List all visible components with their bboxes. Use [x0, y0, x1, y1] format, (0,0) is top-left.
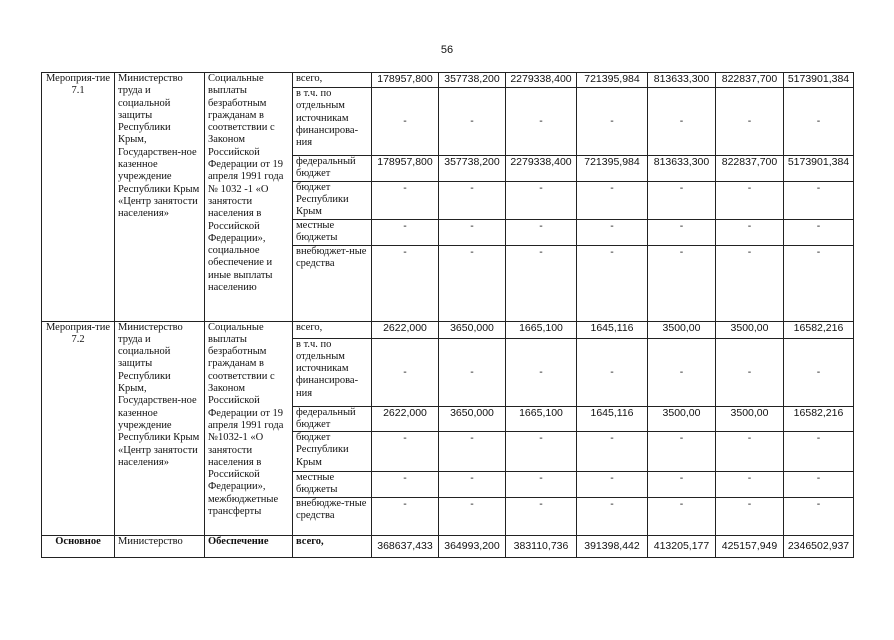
- value-cell: -: [439, 245, 506, 321]
- value-cell: 5173901,384: [784, 73, 854, 88]
- event-cell: Мероприя-тие 7.2: [42, 321, 115, 535]
- funding-source-cell: федеральный бюджет: [293, 156, 372, 182]
- value-cell: -: [716, 432, 784, 472]
- value-cell: 721395,984: [577, 73, 648, 88]
- funding-source-cell: бюджет Республики Крым: [293, 181, 372, 219]
- value-cell: -: [372, 219, 439, 245]
- value-cell: -: [577, 432, 648, 472]
- page-number: 56: [440, 44, 454, 56]
- value-cell: 1645,116: [577, 321, 648, 338]
- value-cell: -: [506, 219, 577, 245]
- value-cell: -: [577, 88, 648, 156]
- value-cell: -: [577, 472, 648, 498]
- funding-source-cell: внебюдже-тные средства: [293, 497, 372, 535]
- value-cell: -: [716, 219, 784, 245]
- value-cell: 1645,116: [577, 406, 648, 432]
- table-row: [42, 535, 854, 557]
- value-cell: 2622,000: [372, 406, 439, 432]
- value-cell: 2279338,400: [506, 156, 577, 182]
- funding-source-cell: местные бюджеты: [293, 472, 372, 498]
- value-cell: 357738,200: [439, 73, 506, 88]
- value-cell: -: [372, 181, 439, 219]
- event-cell: Основное: [42, 535, 115, 557]
- value-cell: -: [577, 245, 648, 321]
- executor-cell: Министерство: [115, 535, 205, 557]
- value-cell: -: [506, 472, 577, 498]
- value-cell: -: [439, 181, 506, 219]
- budget-table: [41, 72, 854, 558]
- value-cell: 364993,200: [439, 535, 506, 557]
- value-cell: -: [648, 472, 716, 498]
- value-cell: 5173901,384: [784, 156, 854, 182]
- value-cell: -: [648, 181, 716, 219]
- value-cell: -: [716, 497, 784, 535]
- value-cell: -: [372, 472, 439, 498]
- value-cell: 3500,00: [648, 321, 716, 338]
- value-cell: -: [439, 432, 506, 472]
- value-cell: -: [506, 88, 577, 156]
- value-cell: 368637,433: [372, 535, 439, 557]
- value-cell: -: [577, 497, 648, 535]
- value-cell: -: [439, 497, 506, 535]
- value-cell: -: [784, 219, 854, 245]
- value-cell: -: [506, 432, 577, 472]
- value-cell: -: [716, 338, 784, 406]
- value-cell: 16582,216: [784, 321, 854, 338]
- executor-cell: Министерство труда и социальной защиты Республики Крым, Государствен-ное казенное учреждение Республики Крым «Центр занятости населения»: [115, 321, 205, 535]
- value-cell: 822837,700: [716, 73, 784, 88]
- value-cell: 391398,442: [577, 535, 648, 557]
- value-cell: -: [372, 432, 439, 472]
- value-cell: 178957,800: [372, 73, 439, 88]
- value-cell: -: [784, 497, 854, 535]
- value-cell: -: [372, 497, 439, 535]
- value-cell: 721395,984: [577, 156, 648, 182]
- value-cell: 1665,100: [506, 406, 577, 432]
- measure-name-cell: Социальные выплаты безработным гражданам в соответствии с Законом Российской Федерации от 19 апреля 1991 года № 1032 -1 «О занятости населения в Российской Федерации», социальное обеспечение и иные выплаты населению: [205, 73, 293, 322]
- value-cell: 413205,177: [648, 535, 716, 557]
- value-cell: -: [439, 472, 506, 498]
- value-cell: 2622,000: [372, 321, 439, 338]
- value-cell: -: [439, 219, 506, 245]
- value-cell: 813633,300: [648, 73, 716, 88]
- value-cell: -: [372, 88, 439, 156]
- funding-source-cell: в т.ч. по отдельным источникам финансирова-ния: [293, 88, 372, 156]
- funding-source-cell: внебюджет-ные средства: [293, 245, 372, 321]
- measure-name-cell: Обеспечение: [205, 535, 293, 557]
- value-cell: -: [577, 219, 648, 245]
- value-cell: -: [506, 181, 577, 219]
- executor-cell: Министерство труда и социальной защиты Республики Крым, Государствен-ное казенное учреждение Республики Крым «Центр занятости населения»: [115, 73, 205, 322]
- value-cell: -: [506, 497, 577, 535]
- value-cell: -: [784, 88, 854, 156]
- value-cell: 383110,736: [506, 535, 577, 557]
- value-cell: 178957,800: [372, 156, 439, 182]
- value-cell: -: [577, 181, 648, 219]
- measure-name-cell: Социальные выплаты безработным гражданам в соответствии с Законом Российской Федерации от 19 апреля 1991 года №1032-1 «О занятости населения в Российской Федерации», межбюджетные трансферты: [205, 321, 293, 535]
- value-cell: 425157,949: [716, 535, 784, 557]
- value-cell: 813633,300: [648, 156, 716, 182]
- value-cell: -: [439, 338, 506, 406]
- value-cell: 357738,200: [439, 156, 506, 182]
- value-cell: 16582,216: [784, 406, 854, 432]
- value-cell: -: [372, 245, 439, 321]
- value-cell: -: [648, 88, 716, 156]
- value-cell: -: [372, 338, 439, 406]
- value-cell: -: [716, 88, 784, 156]
- value-cell: -: [784, 245, 854, 321]
- value-cell: 3650,000: [439, 406, 506, 432]
- value-cell: -: [648, 245, 716, 321]
- value-cell: -: [648, 432, 716, 472]
- value-cell: -: [577, 338, 648, 406]
- value-cell: -: [716, 181, 784, 219]
- value-cell: -: [716, 245, 784, 321]
- value-cell: -: [506, 338, 577, 406]
- value-cell: 3500,00: [648, 406, 716, 432]
- funding-source-cell: всего,: [293, 535, 372, 557]
- value-cell: 2346502,937: [784, 535, 854, 557]
- event-cell: Мероприя-тие 7.1: [42, 73, 115, 322]
- value-cell: 2279338,400: [506, 73, 577, 88]
- table-row: [42, 73, 854, 88]
- value-cell: -: [506, 245, 577, 321]
- value-cell: -: [784, 472, 854, 498]
- value-cell: -: [784, 181, 854, 219]
- value-cell: -: [784, 432, 854, 472]
- funding-source-cell: местные бюджеты: [293, 219, 372, 245]
- value-cell: 822837,700: [716, 156, 784, 182]
- value-cell: -: [648, 497, 716, 535]
- table-row: [42, 321, 854, 338]
- funding-source-cell: всего,: [293, 321, 372, 338]
- value-cell: -: [784, 338, 854, 406]
- value-cell: -: [648, 219, 716, 245]
- funding-source-cell: федеральный бюджет: [293, 406, 372, 432]
- value-cell: -: [648, 338, 716, 406]
- funding-source-cell: всего,: [293, 73, 372, 88]
- value-cell: -: [716, 472, 784, 498]
- value-cell: 3650,000: [439, 321, 506, 338]
- funding-source-cell: в т.ч. по отдельным источникам финансирова-ния: [293, 338, 372, 406]
- value-cell: 3500,00: [716, 406, 784, 432]
- value-cell: -: [439, 88, 506, 156]
- funding-source-cell: бюджет Республики Крым: [293, 432, 372, 472]
- value-cell: 1665,100: [506, 321, 577, 338]
- value-cell: 3500,00: [716, 321, 784, 338]
